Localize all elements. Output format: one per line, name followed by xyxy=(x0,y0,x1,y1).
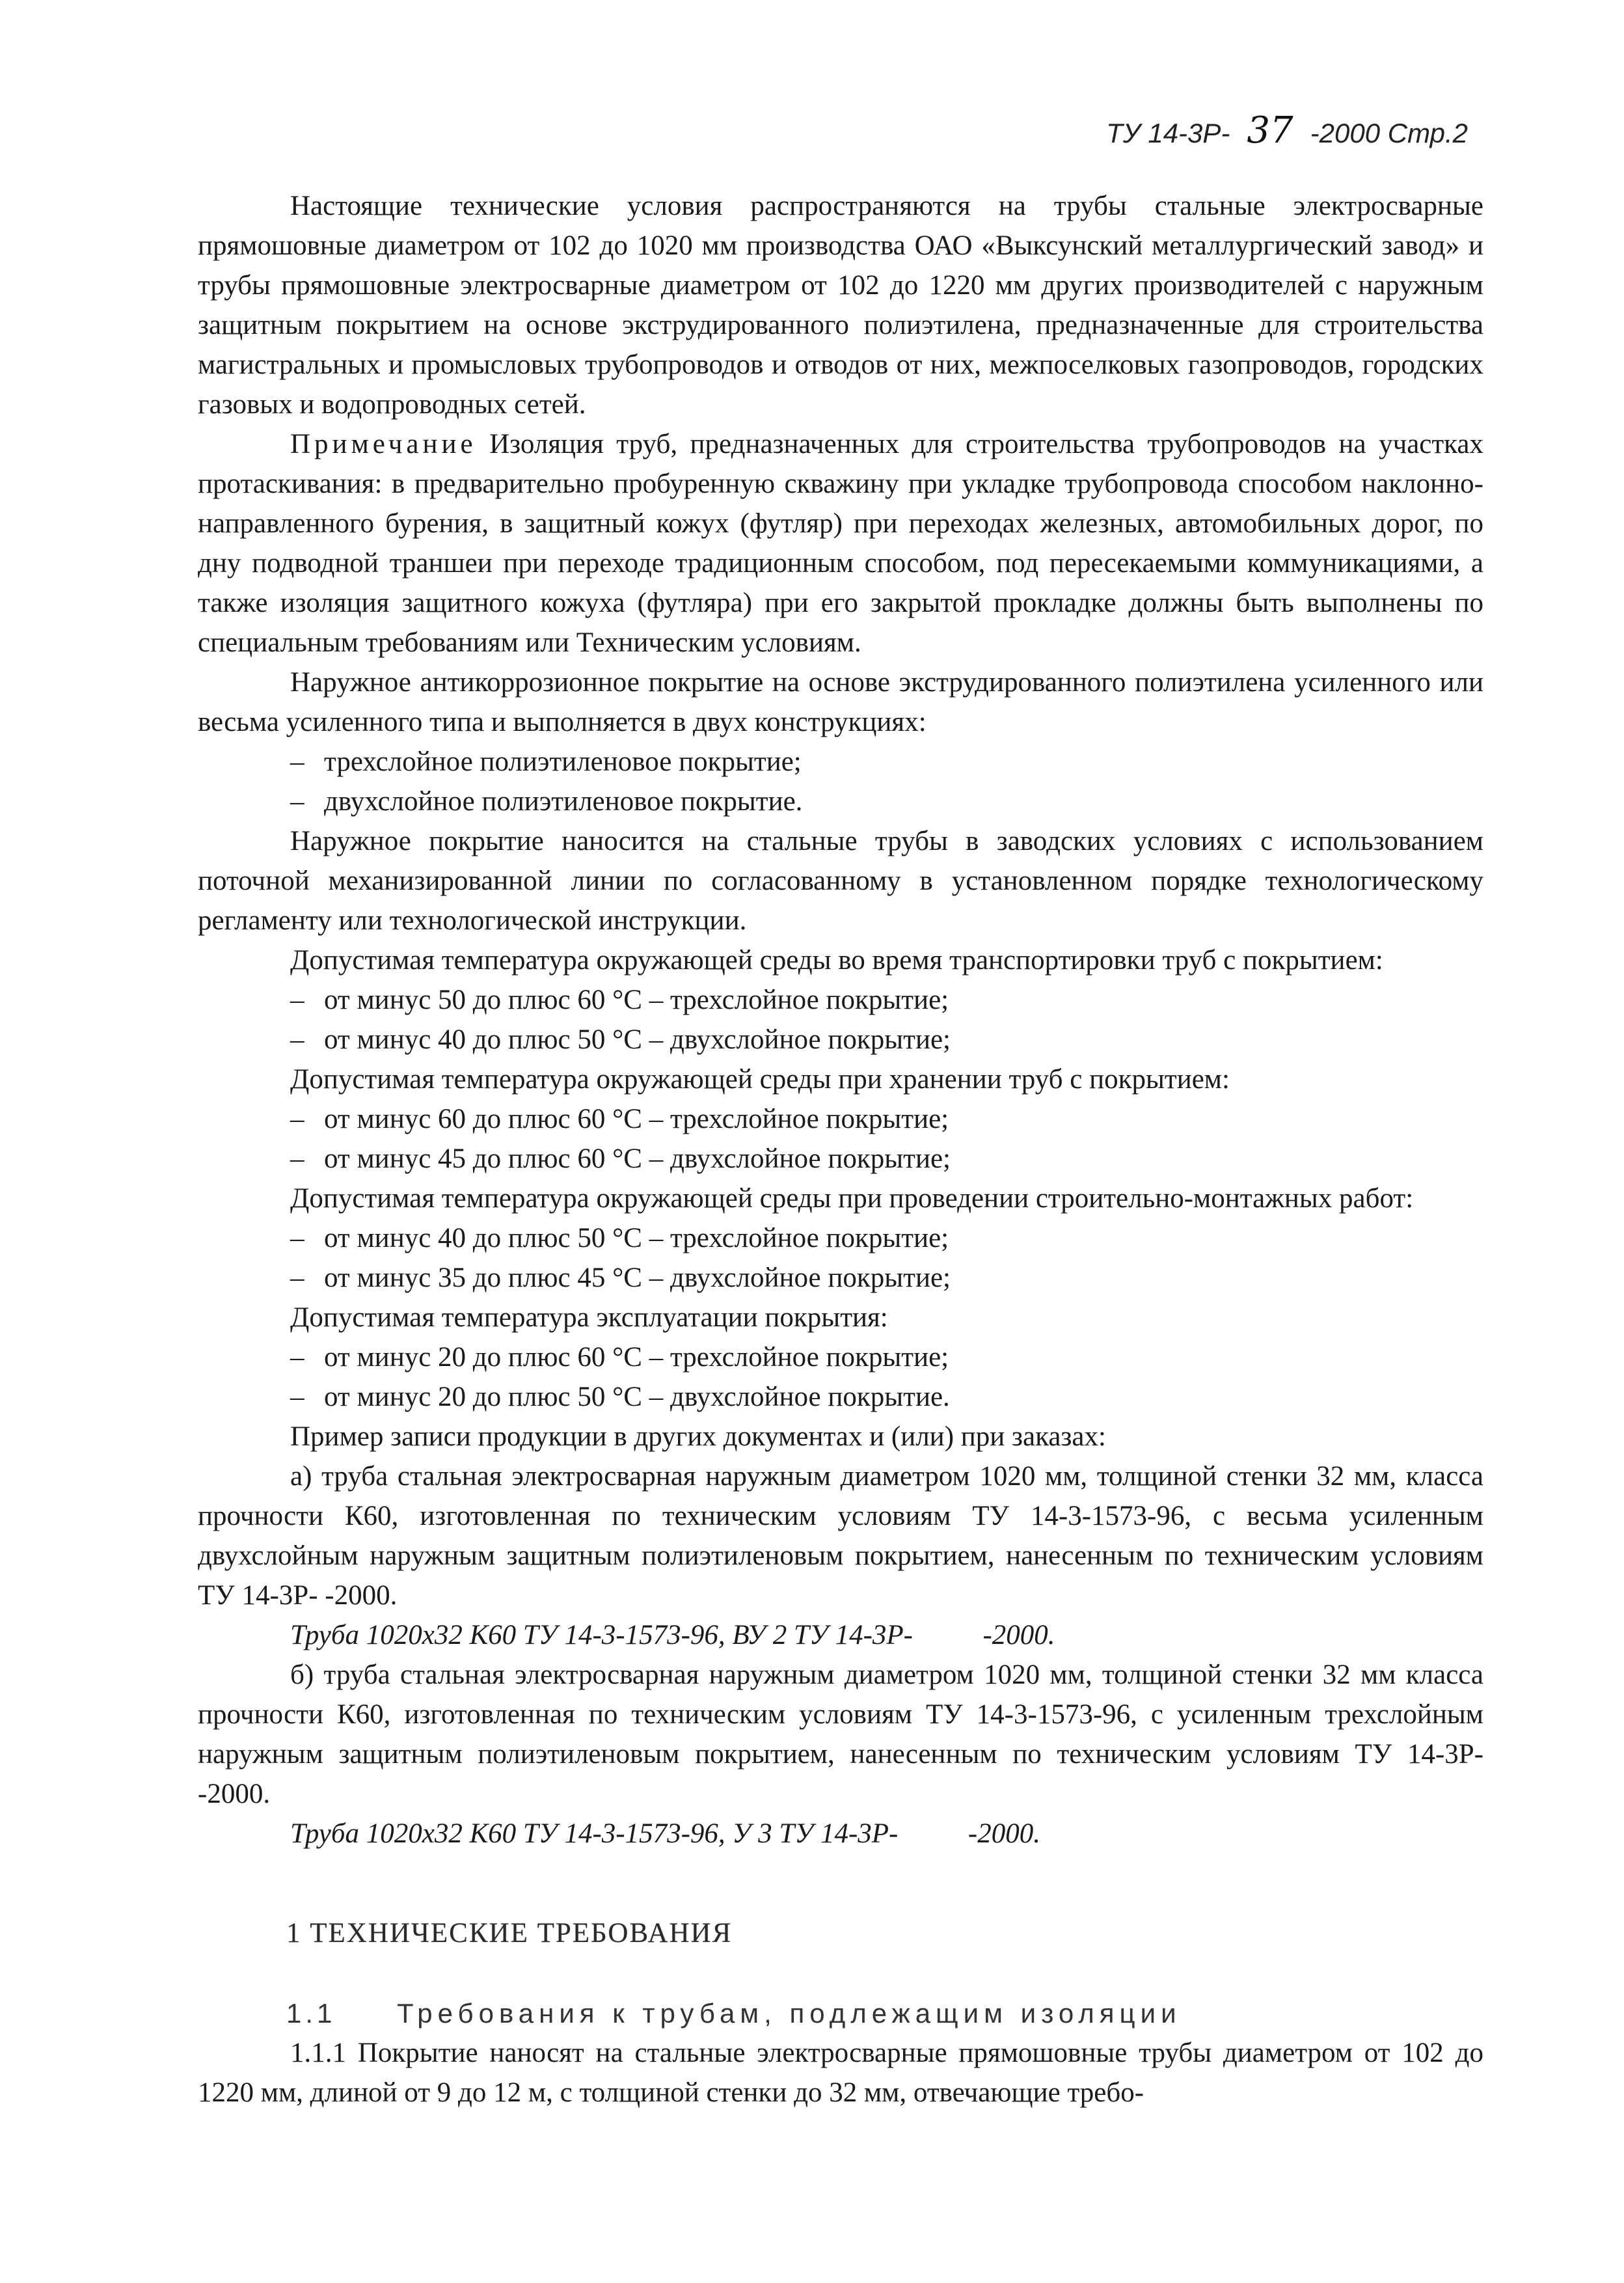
year-page: -2000 Стр.2 xyxy=(1310,118,1468,148)
list-item: – трехслойное полиэтиленовое покрытие; xyxy=(290,746,802,777)
list-item: – от минус 45 до плюс 60 °С – двухслойное покрытие; xyxy=(290,1143,951,1174)
doc-code: ТУ 14-3Р- xyxy=(1106,118,1230,148)
page-header xyxy=(1106,109,1468,152)
intro-paragraph: Настоящие технические условия распространяются на трубы стальные электросварные прямошовные диаметром от 102 до 1020 мм производства ОАО «Выксунский металлургический завод» и трубы прямошовные электросварные диаметром от 102 до 1220 мм других производителей с наружным защитным покрытием на основе экструдированного полиэтилена, предназначенные для строительства магистральных и промысловых трубопроводов и отводов от них, межпоселковых газопроводов, городских газовых и водопроводных сетей. xyxy=(198,191,1483,420)
section-1-title: 1 ТЕХНИЧЕСКИЕ ТРЕБОВАНИЯ xyxy=(286,1918,733,1948)
temp-transport-intro: Допустимая температура окружающей среды во время транспортировки труб с покрытием: xyxy=(290,945,1383,976)
note-text: Изоляция труб, предназначенных для строительства трубопроводов на участках протаскивания: в предварительно пробуренную скважину при укладке трубопровода способом наклонно-направленного бурения, в защитный кожух (футляр) при переходах железных, автомобильных дорог, по дну подводной траншеи при переходе традиционным способом, под пересекаемыми коммуникациями, а также изоляция защитного кожуха (футляра) при его закрытой прокладке должны быть выполнены по специальным требованиям или Техническим условиям. xyxy=(198,429,1483,658)
list-item: – от минус 50 до плюс 60 °С – трехслойное покрытие; xyxy=(290,985,949,1015)
handwritten-number: 37 xyxy=(1247,109,1293,152)
note-paragraph xyxy=(198,424,1483,663)
section-1-1-text: Требования к трубам, подлежащим изоляции xyxy=(397,1998,1182,2029)
example-intro: Пример записи продукции в других документах и (или) при заказах: xyxy=(290,1421,1106,1452)
list-item: – от минус 20 до плюс 60 °С – трехслойное покрытие; xyxy=(290,1342,949,1373)
example-b-designation: Труба 1020х32 К60 ТУ 14-3-1573-96, У 3 ТУ 14-3Р- -2000. xyxy=(290,1818,1040,1849)
section-1-1-title xyxy=(198,1993,1483,2033)
example-b: б) труба стальная электросварная наружным диаметром 1020 мм, толщиной стенки 32 мм класса прочности К60, изготовленная по техническим условиям ТУ 14-3-1573-96, с усиленным трехслойным наружным защитным полиэтиленовым покрытием, нанесенным по техническим условиям ТУ 14-3Р- -2000. xyxy=(198,1660,1483,1809)
list-item: – двухслойное полиэтиленовое покрытие. xyxy=(290,786,803,817)
clause-1-1-1: 1.1.1 Покрытие наносят на стальные электросварные прямошовные трубы диаметром от 102 до 1220 мм, длиной от 9 до 12 м, с толщиной стенки до 32 мм, отвечающие требо- xyxy=(198,2038,1483,2108)
list-item: – от минус 35 до плюс 45 °С – двухслойное покрытие; xyxy=(290,1263,951,1293)
document-body xyxy=(198,186,1483,2112)
list-item: – от минус 20 до плюс 50 °С – двухслойное покрытие. xyxy=(290,1382,950,1412)
example-a-designation: Труба 1020х32 К60 ТУ 14-3-1573-96, ВУ 2 ТУ 14-3Р- -2000. xyxy=(290,1620,1055,1650)
list-item: – от минус 40 до плюс 50 °С – двухслойное покрытие; xyxy=(290,1024,951,1055)
temp-construction-intro: Допустимая температура окружающей среды при проведении строительно-монтажных работ: xyxy=(290,1183,1414,1214)
coating-intro: Наружное антикоррозионное покрытие на основе экструдированного полиэтилена усиленного или весьма усиленного типа и выполняется в двух конструкциях: xyxy=(198,667,1483,737)
application-paragraph: Наружное покрытие наносится на стальные трубы в заводских условиях с использованием поточной механизированной линии по согласованному в установленном порядке технологическому регламенту или технологической инструкции. xyxy=(198,826,1483,936)
list-item: – от минус 40 до плюс 50 °С – трехслойное покрытие; xyxy=(290,1223,949,1253)
section-1-1-number: 1.1 xyxy=(286,1998,336,2029)
list-item: – от минус 60 до плюс 60 °С – трехслойное покрытие; xyxy=(290,1104,949,1134)
example-a: а) труба стальная электросварная наружным диаметром 1020 мм, толщиной стенки 32 мм, класса прочности К60, изготовленная по техническим условиям ТУ 14-3-1573-96, с весьма усиленным двухслойным наружным защитным полиэтиленовым покрытием, нанесенным по техническим условиям ТУ 14-3Р- -2000. xyxy=(198,1461,1483,1611)
note-label: Примечание xyxy=(290,429,477,459)
temp-operation-intro: Допустимая температура эксплуатации покрытия: xyxy=(290,1302,888,1333)
temp-storage-intro: Допустимая температура окружающей среды при хранении труб с покрытием: xyxy=(290,1064,1230,1095)
